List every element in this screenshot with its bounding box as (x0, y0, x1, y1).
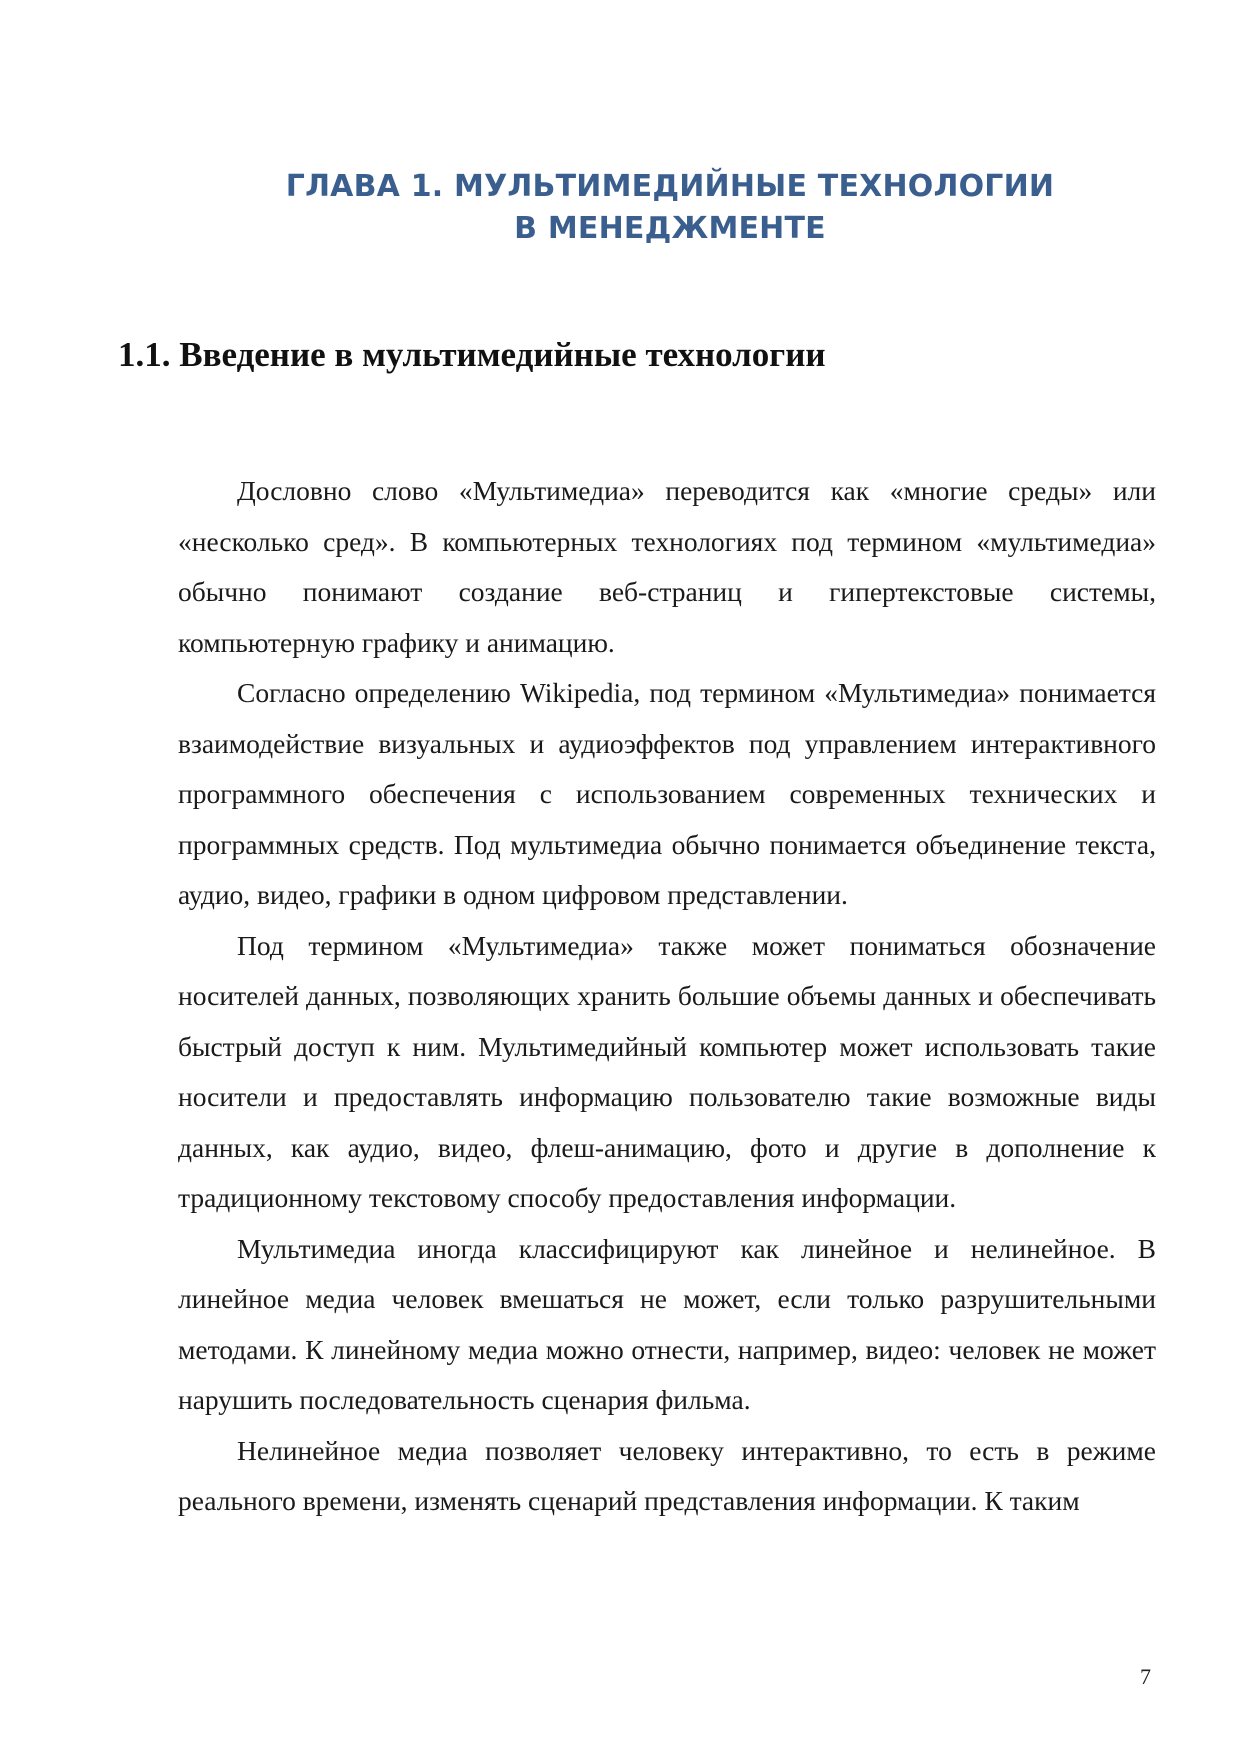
paragraph: Нелинейное медиа позволяет человеку интерактивно, то есть в режиме реального времени, изменять сценарий представления информации. К таким (178, 1434, 1156, 1516)
section-title: 1.1. Введение в мультимедийные технологии (118, 335, 826, 374)
page-number: 7 (1140, 1664, 1151, 1689)
body-text (178, 466, 1156, 1527)
chapter-title-line-1: ГЛАВА 1. МУЛЬТИМЕДИЙНЫЕ ТЕХНОЛОГИИ (285, 169, 1055, 204)
chapter-title-line-2: В МЕНЕДЖМЕНТЕ (514, 211, 826, 246)
paragraph: Дословно слово «Мультимедиа» переводится как «многие среды» или «несколько сред». В компьютерных технологиях под термином «мультимедиа» обычно понимают создание веб-страниц и гипертекстовые системы, компьютерную графику и анимацию. (178, 475, 1156, 658)
paragraph: Под термином «Мультимедиа» также может пониматься обозначение носителей данных, позволяющих хранить большие объемы данных и обеспечивать быстрый доступ к ним. Мультимедийный компьютер может использовать такие носители и предоставлять информацию пользователю такие возможные виды данных, как аудио, видео, флеш-анимацию, фото и другие в дополнение к традиционному текстовому способу предоставления информации. (178, 929, 1156, 1213)
paragraph: Согласно определению Wikipedia, под термином «Мультимедиа» понимается взаимодействие визуальных и аудиоэффектов под управлением интерактивного программного обеспечения с использованием современных технических и программных средств. Под мультимедиа обычно понимается объединение текста, аудио, видео, графики в одном цифровом представлении. (178, 677, 1156, 910)
paragraph: Мультимедиа иногда классифицируют как линейное и нелинейное. В линейное медиа человек вмешаться не может, если только разрушительными методами. К линейному медиа можно отнести, например, видео: человек не может нарушить последовательность сценария фильма. (178, 1232, 1156, 1415)
chapter-title (180, 166, 1160, 250)
